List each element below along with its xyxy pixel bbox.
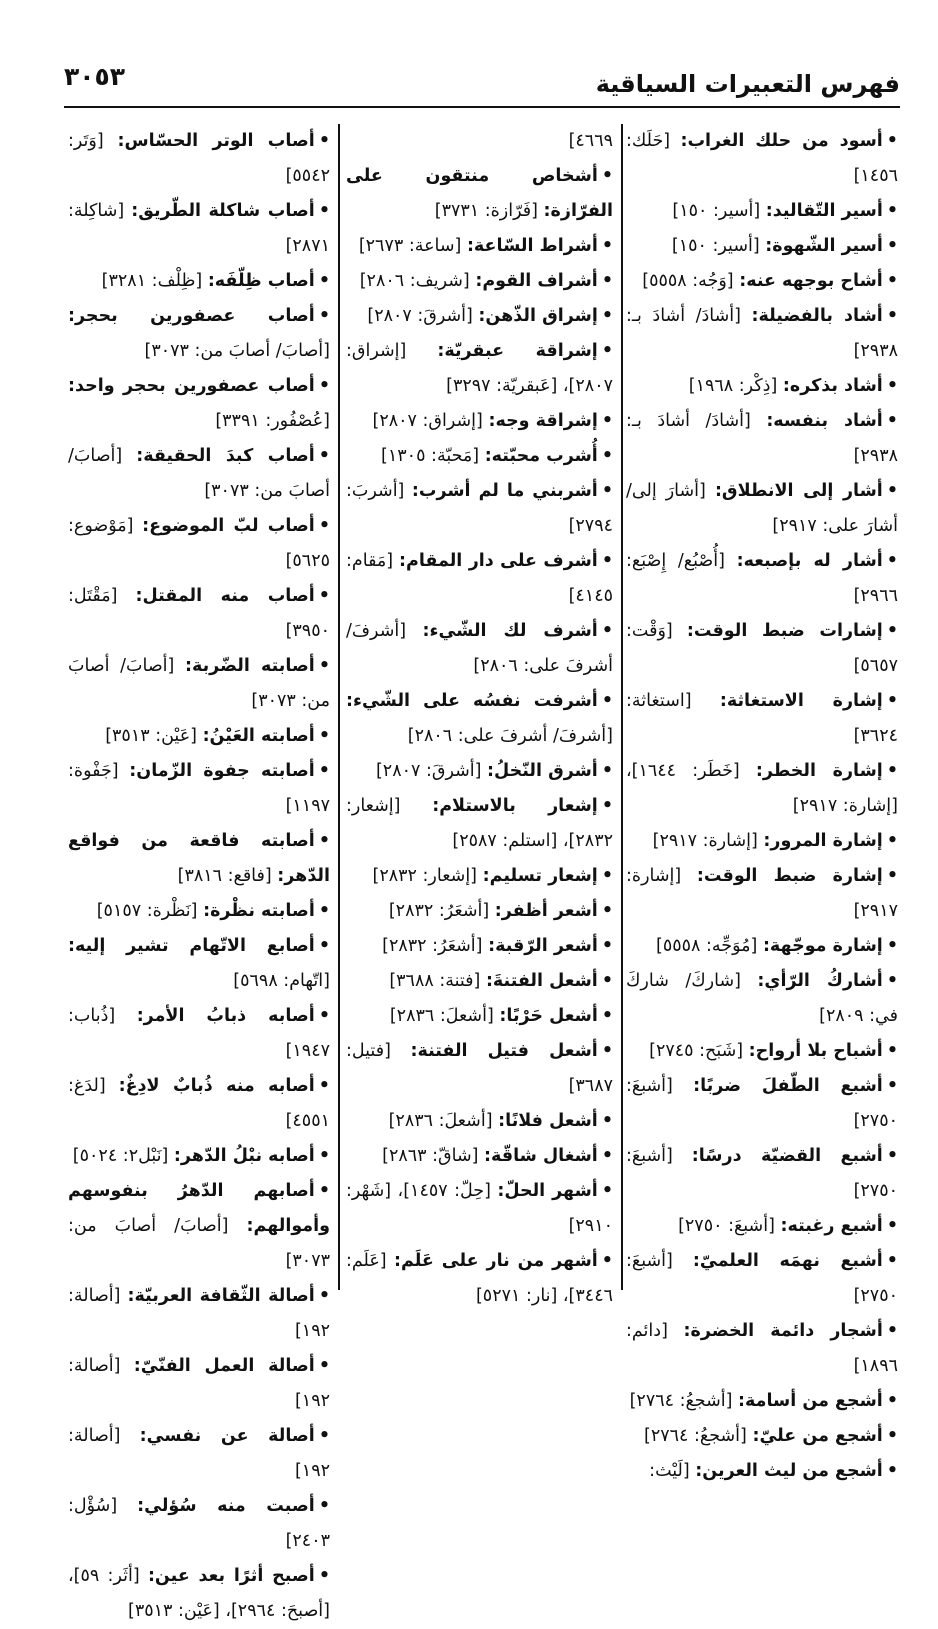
entry-reference: [أصالة: ١٩٢] (68, 1426, 330, 1481)
bullet-icon: • (318, 446, 330, 466)
bullet-icon: • (601, 306, 613, 326)
entry-expression: إشارة المرور: (763, 831, 883, 851)
bullet-icon: • (886, 551, 898, 571)
entry-reference: [مَوْضوع: ٥٦٢٥] (68, 516, 330, 571)
bullet-icon: • (886, 866, 898, 886)
entry-reference: [ذِكْر: ١٩٦٨] (688, 376, 778, 396)
index-entry (626, 229, 898, 264)
column-divider (338, 124, 340, 1290)
index-entry (346, 299, 613, 334)
entry-expression: أشربني ما لم أشرب: (411, 481, 598, 501)
entry-expression: أصابته العَيْنُ: (202, 726, 315, 746)
bullet-icon: • (318, 131, 330, 151)
entry-expression: أصالة عن نفسي: (139, 1426, 315, 1446)
entry-expression: أصابته الضّربة: (184, 656, 315, 676)
bullet-icon: • (318, 901, 330, 921)
bullet-icon: • (318, 726, 330, 746)
entry-expression: أصابه منه ذُبابٌ لادِغٌ: (118, 1076, 315, 1096)
entry-expression: أشعر أظفر: (494, 901, 598, 921)
index-entry (346, 999, 613, 1034)
entry-reference: [أشربَ: ٢٧٩٤] (346, 481, 613, 536)
index-entry (346, 439, 613, 474)
entry-reference: [شاقّ: ٢٨٦٣] (382, 1146, 479, 1166)
index-entry (626, 1139, 898, 1209)
entry-expression: إشارة موجّهة: (762, 936, 883, 956)
bullet-icon: • (318, 656, 330, 676)
index-entry (68, 579, 330, 649)
entry-reference: [أسير: ١٥٠] (672, 201, 761, 221)
bullet-icon: • (601, 551, 613, 571)
entry-reference: [أشرقَ: ٢٨٠٧] (375, 761, 482, 781)
bullet-icon: • (318, 1286, 330, 1306)
bullet-icon: • (886, 761, 898, 781)
index-entry (346, 1174, 613, 1244)
entry-expression: إشراقة عبقريّة: (437, 341, 598, 361)
bullet-icon: • (886, 1041, 898, 1061)
entry-expression: أشجار دائمة الخضرة: (683, 1321, 883, 1341)
index-entry (346, 1104, 613, 1139)
column-divider (621, 124, 623, 1290)
entry-expression: إشارة الخطر: (755, 761, 883, 781)
entry-expression: أصاب عصفورين بحجر: (68, 306, 315, 326)
index-entry (626, 1244, 898, 1314)
bullet-icon: • (886, 621, 898, 641)
entry-expression: أصاب عصفورين بحجر واحد: (68, 376, 315, 396)
bullet-icon: • (886, 831, 898, 851)
entry-expression: أصالة العمل الفنّيّ: (133, 1356, 315, 1376)
entry-expression: أشبع القضيّة درسًا: (691, 1146, 883, 1166)
entry-reference: [أشعلَ: ٢٨٣٦] (388, 1111, 493, 1131)
bullet-icon: • (601, 236, 613, 256)
index-entry (68, 1069, 330, 1139)
bullet-icon: • (601, 796, 613, 816)
bullet-icon: • (601, 901, 613, 921)
entry-expression: أشار له بإصبعه: (736, 551, 883, 571)
index-entry (346, 929, 613, 964)
entry-reference: [عَيْن: ٣٥١٣] (105, 726, 197, 746)
entry-expression: أشاد بالفضيلة: (751, 306, 883, 326)
entry-expression: أشرق النّخلُ: (487, 761, 598, 781)
entry-reference: [أشبعَ: ٢٧٥٠] (626, 1251, 898, 1306)
entry-expression: أصاب الوتر الحسّاس: (117, 131, 315, 151)
index-entry (346, 474, 613, 544)
index-entry (68, 894, 330, 929)
entry-expression: أشبع رغبته: (780, 1216, 883, 1236)
entry-expression: أشرف على دار المقام: (399, 551, 598, 571)
entry-expression: أسير الشّهوة: (765, 236, 883, 256)
bullet-icon: • (601, 481, 613, 501)
bullet-icon: • (318, 586, 330, 606)
index-entry (68, 194, 330, 264)
entry-expression: أسود من حلك الغراب: (680, 131, 883, 151)
bullet-icon: • (601, 1041, 613, 1061)
bullet-icon: • (886, 131, 898, 151)
index-entry (68, 1139, 330, 1174)
entry-reference: [فتيل: ٣٦٨٧] (346, 1041, 613, 1096)
entry-reference: [إشارة: ٢٩١٧] (626, 866, 898, 921)
entry-expression: أشار إلى الانطلاق: (714, 481, 883, 501)
entry-expression: أصاب ظِلّفَه: (207, 271, 315, 291)
entry-expression: أصابهم الدّهرُ بنفوسهم وأموالهم: (68, 1181, 330, 1236)
entry-reference: [إشراق: ٢٨٠٧] (372, 411, 483, 431)
bullet-icon: • (318, 1181, 330, 1201)
index-entry (626, 1314, 898, 1384)
entry-reference: [شاكِلة: ٢٨٧١] (68, 201, 330, 256)
entry-expression: إشعار بالاستلام: (432, 796, 598, 816)
entry-reference: [أصابَ/ أصابَ من: ٣٠٧٣] (68, 446, 330, 501)
index-entry (346, 859, 613, 894)
page-header (64, 58, 900, 108)
entry-reference: [فَرّازة: ٣٧٣١] (434, 201, 538, 221)
bullet-icon: • (601, 761, 613, 781)
entry-expression: أصاب شاكلة الطّريق: (131, 201, 315, 221)
bullet-icon: • (318, 1496, 330, 1516)
index-entry (626, 404, 898, 474)
entry-reference: [وَقْت: ٥٦٥٧] (626, 621, 898, 676)
index-column-middle (346, 124, 613, 1304)
index-entry (68, 369, 330, 439)
index-column-right (626, 124, 898, 1481)
entry-expression: إشعار تسليم: (482, 866, 598, 886)
bullet-icon: • (886, 936, 898, 956)
bullet-icon: • (318, 376, 330, 396)
index-entry (68, 999, 330, 1069)
bullet-icon: • (318, 936, 330, 956)
entry-reference: [أصالة: ١٩٢] (68, 1356, 330, 1411)
entry-reference: [لدَغ: ٤٥٥١] (68, 1076, 330, 1131)
entry-expression: أصالة الثّقافة العربيّة: (127, 1286, 315, 1306)
index-entry (346, 754, 613, 789)
entry-expression: أصاب كبدَ الحقيقة: (136, 446, 315, 466)
entry-reference: [ساعة: ٢٦٧٣] (358, 236, 462, 256)
entry-reference: [أشادَ/ أشادَ بـ: ٢٩٣٨] (626, 306, 898, 361)
entry-expression: أشعل فلانًا: (498, 1111, 598, 1131)
entry-reference: [حِلّ: ١٤٥٧]، [شَهْر: ٢٩١٠] (346, 1181, 613, 1236)
index-entry (68, 929, 330, 999)
index-entry (626, 299, 898, 369)
index-entry (68, 824, 330, 894)
entry-reference: [نَظْرة: ٥١٥٧] (96, 901, 198, 921)
entry-expression: أشبع الطّفلَ ضربًا: (693, 1076, 883, 1096)
index-entry (626, 369, 898, 404)
index-entry (346, 894, 613, 929)
entry-expression: أشهر من نار على عَلَم: (394, 1251, 598, 1271)
entry-reference: [أصابَ/ أصابَ من: ٣٠٧٣] (68, 1216, 330, 1271)
entry-expression: أشجع من أسامة: (738, 1391, 883, 1411)
entry-reference: [وَجُه: ٥٥٥٨] (642, 271, 734, 291)
index-entry (346, 264, 613, 299)
bullet-icon: • (601, 1251, 613, 1271)
page-title: فهرس التعبيرات السياقية (595, 70, 900, 98)
entry-reference: [إشعار: ٢٨٣٢]، [استلم: ٢٥٨٧] (346, 796, 613, 851)
entry-reference: [أشادَ/ أشادَ بـ: ٢٩٣٨] (626, 411, 898, 466)
entry-reference: [ظِلْف: ٣٢٨١] (101, 271, 203, 291)
page-number: ٣٠٥٣ (64, 62, 126, 91)
entry-expression: أصبح أثرًا بعد عين: (147, 1566, 315, 1586)
bullet-icon: • (318, 1076, 330, 1096)
entry-expression: إشارات ضبط الوقت: (686, 621, 883, 641)
index-entry (68, 1279, 330, 1349)
entry-expression: أشجع من عليّ: (752, 1426, 883, 1446)
index-column-left (68, 124, 330, 1621)
bullet-icon: • (886, 691, 898, 711)
index-entry (626, 264, 898, 299)
bullet-icon: • (601, 1181, 613, 1201)
bullet-icon: • (886, 201, 898, 221)
entry-reference: [مُوَجِّه: ٥٥٥٨] (656, 936, 758, 956)
index-entry (346, 159, 613, 229)
entry-expression: أصابته فاقعة من فواقع الدّهر: (68, 831, 330, 886)
bullet-icon: • (601, 446, 613, 466)
entry-reference: [حَلَك: ١٤٥٦] (626, 131, 898, 186)
bullet-icon: • (886, 481, 898, 501)
entry-expression: أصابه نبْلُ الدّهر: (173, 1146, 315, 1166)
index-entry (346, 1034, 613, 1104)
bullet-icon: • (886, 1461, 898, 1481)
entry-expression: أشباح بلا أرواح: (748, 1041, 883, 1061)
entry-reference: [عَلَم: ٣٤٤٦]، [نار: ٥٢٧١] (346, 1251, 613, 1306)
entry-expression: أشخاص منتقون على الفرّازة: (346, 166, 613, 221)
entry-reference: [أصابَ/ أصابَ من: ٣٠٧٣] (68, 656, 330, 711)
entry-reference: [أشعَرُ: ٢٨٣٢] (388, 901, 490, 921)
entry-reference: [أثَر: ٥٩]، [أصبحَ: ٢٩٦٤]، [عَيْن: ٣٥١٣] (68, 1566, 330, 1621)
bullet-icon: • (601, 1146, 613, 1166)
entry-expression: أُشرب محبّته: (484, 446, 598, 466)
entry-reference: [أشبعَ: ٢٧٥٠] (626, 1076, 898, 1131)
entry-reference: [دائم: ١٨٩٦] (626, 1321, 898, 1376)
bullet-icon: • (601, 1006, 613, 1026)
bullet-icon: • (601, 271, 613, 291)
entry-reference: [نَبْل٢: ٥٠٢٤] (72, 1146, 169, 1166)
index-entry (626, 1034, 898, 1069)
bullet-icon: • (601, 1111, 613, 1131)
index-entry (626, 964, 898, 1034)
entry-reference: [لَيْث: (649, 1461, 690, 1481)
bullet-icon: • (318, 271, 330, 291)
entry-reference: [أشرقَ: ٢٨٠٧] (367, 306, 473, 326)
entry-reference: [أصالة: ١٩٢] (68, 1286, 330, 1341)
index-entry (626, 614, 898, 684)
index-entry (346, 1139, 613, 1174)
entry-reference: [عُصْفُور: ٣٣٩١] (215, 411, 330, 431)
entry-expression: أشاد بذكره: (782, 376, 883, 396)
index-entry (626, 754, 898, 824)
entry-expression: أشرف لك الشّيء: (422, 621, 598, 641)
index-entry (68, 1349, 330, 1419)
entry-expression: أصاب منه المقتل: (135, 586, 315, 606)
bullet-icon: • (886, 1146, 898, 1166)
entry-expression: أصابه ذبابُ الأمر: (136, 1006, 315, 1026)
entry-expression: أشعل فتيل الفتنة: (410, 1041, 598, 1061)
entry-expression: أشراط السّاعة: (466, 236, 598, 256)
entry-reference: [مَقْتَل: ٣٩٥٠] (68, 586, 330, 641)
entry-reference: [أشعلَ: ٢٨٣٦] (389, 1006, 494, 1026)
bullet-icon: • (601, 691, 613, 711)
index-entry (626, 474, 898, 544)
entry-reference: [سُؤْل: ٢٤٠٣] (68, 1496, 330, 1551)
index-entry (626, 544, 898, 614)
index-entry (68, 509, 330, 579)
entry-reference: [ذُباب: ١٩٤٧] (68, 1006, 330, 1061)
entry-reference: [أُصْبُع/ إِصْبَع: ٢٩٦٦] (626, 551, 898, 606)
bullet-icon: • (601, 971, 613, 991)
index-entry (346, 229, 613, 264)
entry-reference: [أشجعُ: ٢٧٦٤] (629, 1391, 733, 1411)
entry-expression: أشبع نهمَه العلميّ: (692, 1251, 883, 1271)
index-entry (626, 1419, 898, 1454)
bullet-icon: • (318, 1356, 330, 1376)
index-entry (68, 719, 330, 754)
bullet-icon: • (601, 341, 613, 361)
bullet-icon: • (601, 166, 613, 186)
bullet-icon: • (886, 971, 898, 991)
entry-expression: إشارة ضبط الوقت: (696, 866, 883, 886)
entry-reference: [أسير: ١٥٠] (671, 236, 760, 256)
bullet-icon: • (886, 1216, 898, 1236)
entry-expression: أشعر الرّقبة: (488, 936, 598, 956)
bullet-icon: • (601, 621, 613, 641)
index-entry (68, 1419, 330, 1489)
entry-reference: [أشعَرُ: ٢٨٣٢] (382, 936, 483, 956)
index-entry (68, 1489, 330, 1559)
bullet-icon: • (318, 201, 330, 221)
entry-expression: أشاد بنفسه: (766, 411, 883, 431)
entry-reference: [أشرفَ/ أشرفَ على: ٢٨٠٦] (346, 621, 613, 676)
index-entry (68, 1559, 330, 1629)
bullet-icon: • (886, 1251, 898, 1271)
entry-expression: إشراقة وجه: (488, 411, 598, 431)
index-entry (626, 1384, 898, 1419)
bullet-icon: • (318, 1426, 330, 1446)
index-entry (68, 649, 330, 719)
index-entry (626, 929, 898, 964)
bullet-icon: • (318, 761, 330, 781)
bullet-icon: • (886, 271, 898, 291)
entry-expression: أشجع من ليث العرين: (695, 1461, 883, 1481)
bullet-icon: • (886, 236, 898, 256)
entry-expression: إشارة الاستغاثة: (719, 691, 883, 711)
entry-expression: أشرفت نفسُه على الشّيء: (346, 691, 598, 711)
entry-expression: أشاح بوجهه عنه: (739, 271, 883, 291)
entry-reference: [أشبعَ: ٢٧٥٠] (678, 1216, 775, 1236)
bullet-icon: • (886, 411, 898, 431)
entry-reference: [أشرفَ/ أشرفَ على: ٢٨٠٦] (407, 726, 613, 746)
entry-expression: أشغال شاقّة: (484, 1146, 598, 1166)
bullet-icon: • (318, 306, 330, 326)
index-entry (626, 1069, 898, 1139)
index-entry (626, 194, 898, 229)
entry-reference: [إشارة: ٢٩١٧] (652, 831, 758, 851)
entry-reference: [جَفْوة: ١١٩٧] (68, 761, 330, 816)
bullet-icon: • (318, 1006, 330, 1026)
index-entry (346, 404, 613, 439)
bullet-icon: • (318, 831, 330, 851)
index-entry (626, 824, 898, 859)
index-entry (68, 1174, 330, 1279)
index-entry (626, 124, 898, 194)
entry-expression: أشهر الحلّ: (497, 1181, 598, 1201)
index-entry (626, 684, 898, 754)
index-entry (626, 1209, 898, 1244)
entry-reference: [شريف: ٢٨٠٦] (359, 271, 470, 291)
bullet-icon: • (601, 936, 613, 956)
bullet-icon: • (601, 866, 613, 886)
entry-reference: [خَطَر: ١٦٤٤]، [إشارة: ٢٩١٧] (626, 761, 898, 816)
bullet-icon: • (601, 411, 613, 431)
entry-expression: أصاب لبّ الموضوع: (142, 516, 315, 536)
entry-reference: [أشجعُ: ٢٧٦٤] (644, 1426, 747, 1446)
entry-reference: [شاركَ/ شاركَ في: ٢٨٠٩] (626, 971, 898, 1026)
entry-expression: أشاركُ الرّأي: (757, 971, 883, 991)
entry-reference: [أشارَ إلى/ أشارَ على: ٢٩١٧] (626, 481, 898, 536)
bullet-icon: • (318, 1146, 330, 1166)
index-entry (346, 614, 613, 684)
bullet-icon: • (886, 1076, 898, 1096)
entry-reference: [اتّهام: ٥٦٩٨] (233, 971, 330, 991)
entry-reference: [فتنة: ٣٦٨٨] (389, 971, 481, 991)
entry-reference: [مَقام: ٤١٤٥] (346, 551, 613, 606)
entry-reference: [إشراق: ٢٨٠٧]، [عَبقريّة: ٣٢٩٧] (346, 341, 613, 396)
entry-expression: إشراق الذّهن: (478, 306, 598, 326)
bullet-icon: • (886, 306, 898, 326)
index-entry (68, 754, 330, 824)
bullet-icon: • (886, 1321, 898, 1341)
entry-reference: [فاقع: ٣٨١٦] (177, 866, 272, 886)
entry-reference: [إشعار: ٢٨٣٢] (372, 866, 478, 886)
index-entry (68, 299, 330, 369)
continued-reference: ٤٦٦٩] (568, 131, 613, 151)
entry-reference: [مَحبّة: ١٣٠٥] (381, 446, 480, 466)
entry-reference: [وَتَر: ٥٥٤٢] (68, 131, 330, 186)
entry-expression: أشعل الفتنةَ: (485, 971, 598, 991)
index-entry (68, 264, 330, 299)
bullet-icon: • (318, 1566, 330, 1586)
index-entry (626, 1454, 898, 1489)
index-entry (346, 789, 613, 859)
index-entry (346, 1244, 613, 1314)
entry-reference: [شَبَح: ٢٧٤٥] (649, 1041, 744, 1061)
entry-expression: أصبت منه سُؤلي: (137, 1496, 315, 1516)
index-entry (68, 439, 330, 509)
bullet-icon: • (886, 1426, 898, 1446)
entry-reference: [أصابَ/ أصابَ من: ٣٠٧٣] (144, 341, 330, 361)
index-entry (626, 859, 898, 929)
index-entry (346, 334, 613, 404)
bullet-icon: • (886, 1391, 898, 1411)
index-entry (346, 684, 613, 754)
entry-expression: أشراف القوم: (475, 271, 598, 291)
entry-expression: أسير التّقاليد: (765, 201, 883, 221)
entry-reference: [أشبعَ: ٢٧٥٠] (626, 1146, 898, 1201)
bullet-icon: • (886, 376, 898, 396)
entry-expression: أصابع الاتّهام تشير إليه: (68, 936, 315, 956)
index-entry (68, 124, 330, 194)
entry-expression: أشعل حَرْبًا: (499, 1006, 598, 1026)
entry-expression: أصابته نظْرة: (203, 901, 315, 921)
bullet-icon: • (318, 516, 330, 536)
index-entry (346, 544, 613, 614)
entry-expression: أصابته جفوة الزّمان: (129, 761, 315, 781)
index-entry (346, 964, 613, 999)
entry-reference: [استغاثة: ٣٦٢٤] (626, 691, 898, 746)
